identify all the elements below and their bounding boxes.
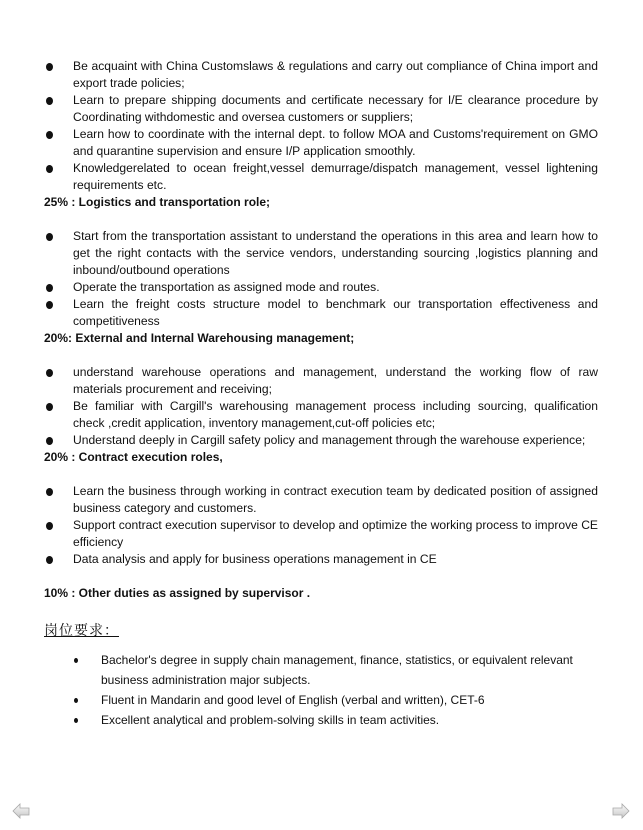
list-item: Support contract execution supervisor to develop and optimize the working process to improve CE efficiency bbox=[44, 517, 598, 551]
bullet-icon bbox=[46, 63, 53, 71]
list-item: Bachelor's degree in supply chain management, finance, statistics, or equivalent relevant business administration major subjects. bbox=[44, 650, 607, 690]
bullet-icon bbox=[46, 165, 53, 173]
list-item: understand warehouse operations and management, understand the working flow of raw materials procurement and receiving; bbox=[44, 364, 598, 398]
bullet-icon bbox=[46, 488, 53, 496]
bullet-icon bbox=[46, 556, 53, 564]
list-item: Fluent in Mandarin and good level of English (verbal and written), CET-6 bbox=[44, 690, 607, 710]
section-heading-warehousing: 20%: External and Internal Warehousing management; bbox=[44, 331, 355, 345]
requirements-list bbox=[44, 650, 598, 730]
list-item: Excellent analytical and problem-solving skills in team activities. bbox=[44, 710, 607, 730]
bullet-icon bbox=[46, 131, 53, 139]
list-item: Be familiar with Cargill's warehousing management process including sourcing, qualification check ,credit application, inventory management,cut-off policies etc; bbox=[44, 398, 598, 432]
list-item: Be acquaint with China Customslaws & regulations and carry out compliance of China import and export trade policies; bbox=[44, 58, 598, 92]
bullet-icon bbox=[74, 658, 78, 663]
bullet-icon bbox=[46, 301, 53, 309]
list-item: Learn how to coordinate with the internal dept. to follow MOA and Customs'requirement on GMO and quarantine supervision and ensure I/P application smoothly. bbox=[44, 126, 598, 160]
previous-page-button[interactable] bbox=[12, 803, 30, 819]
bullet-icon bbox=[46, 97, 53, 105]
section-contract bbox=[44, 483, 598, 568]
bullet-icon bbox=[46, 437, 53, 445]
list-item: Operate the transportation as assigned mode and routes. bbox=[44, 279, 598, 296]
list-item: Learn the business through working in contract execution team by dedicated position of assigned business category and customers. bbox=[44, 483, 598, 517]
section-warehousing bbox=[44, 364, 598, 449]
section-heading-contract: 20% : Contract execution roles, bbox=[44, 450, 223, 464]
arrow-left-icon bbox=[12, 803, 30, 819]
bullet-icon bbox=[46, 284, 53, 292]
bullet-icon bbox=[74, 698, 78, 703]
bullet-icon bbox=[46, 522, 53, 530]
other-duties-heading: 10% : Other duties as assigned by supervisor . bbox=[44, 586, 311, 600]
section-customs bbox=[44, 58, 598, 194]
list-item: Data analysis and apply for business operations management in CE bbox=[44, 551, 598, 568]
list-item: Knowledgerelated to ocean freight,vessel demurrage/dispatch management, vessel lightening requirements etc. bbox=[44, 160, 598, 194]
list-item: Learn the freight costs structure model to benchmark our transportation effectiveness and competitiveness bbox=[44, 296, 598, 330]
bullet-icon bbox=[74, 718, 78, 723]
bullet-icon bbox=[46, 369, 53, 377]
list-item: Understand deeply in Cargill safety policy and management through the warehouse experience; bbox=[44, 432, 598, 449]
requirements-title: 岗位要求： bbox=[44, 622, 119, 638]
arrow-right-icon bbox=[612, 803, 630, 819]
list-item: Learn to prepare shipping documents and certificate necessary for I/E clearance procedure by Coordinating withdomestic and oversea customers or suppliers; bbox=[44, 92, 598, 126]
bullet-icon bbox=[46, 403, 53, 411]
document-content bbox=[44, 58, 598, 730]
bullet-icon bbox=[46, 233, 53, 241]
next-page-button[interactable] bbox=[612, 803, 630, 819]
section-logistics bbox=[44, 228, 598, 330]
section-heading-logistics: 25% : Logistics and transportation role; bbox=[44, 195, 271, 209]
list-item: Start from the transportation assistant to understand the operations in this area and learn how to get the right contacts with the service vendors, understanding sourcing ,logistics planning and inbound/outbound operations bbox=[44, 228, 598, 279]
